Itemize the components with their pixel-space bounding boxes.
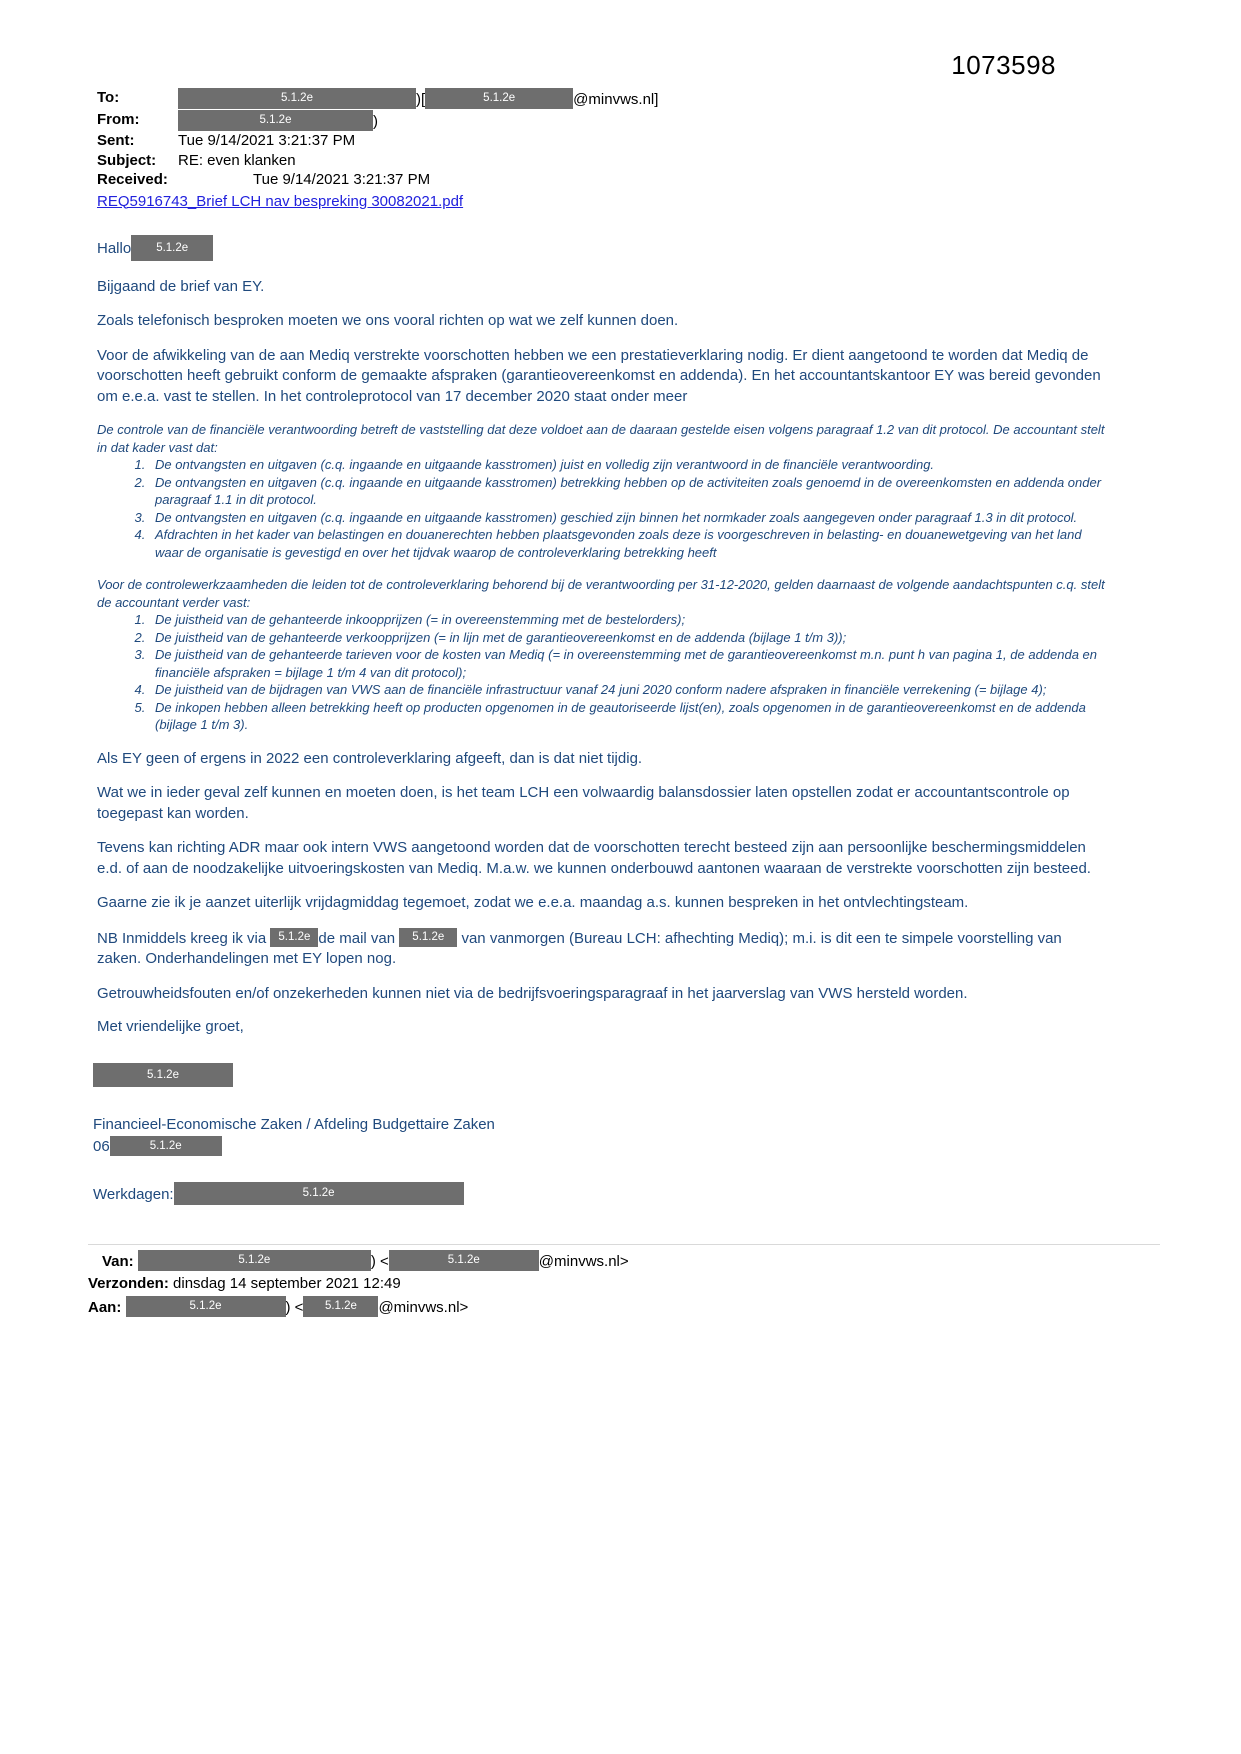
subject-value: RE: even klanken [178, 151, 296, 169]
from-suffix: ) [373, 112, 378, 130]
quote-list-item: 4. De juistheid van de bijdragen van VWS aan de financiële infrastructuur vanaf 24 juni 2020 conform nadere afspraken in financiële verrekening (= bijlage 4); [149, 681, 1105, 699]
verzonden-label: Verzonden: [88, 1275, 169, 1292]
greeting-line [97, 235, 1105, 261]
signature-phone-line [93, 1136, 1105, 1158]
verzonden-value: dinsdag 14 september 2021 12:49 [173, 1275, 401, 1292]
document-content [88, 88, 1105, 1318]
quote-intro: Voor de controlewerkzaamheden die leiden tot de controleverklaring behorend bij de verantwoording per 31-12-2020, gelden daarnaast de volgende aandachtspunten c.q. stelt de accountant verder vast: [97, 577, 1105, 610]
sent-value: Tue 9/14/2021 3:21:37 PM [178, 132, 356, 149]
closing-line: Met vriendelijke groet, [97, 1018, 244, 1035]
document-number: 1073598 [951, 50, 1056, 80]
attachment-link[interactable]: REQ5916743_Brief LCH nav bespreking 30082021.pdf [97, 192, 464, 210]
from-label: From: [97, 110, 140, 128]
quote-list-item: 1. De ontvangsten en uitgaven (c.q. ingaande en uitgaande kasstromen) juist en volledig zijn verantwoord in de financiële verantwoording. [149, 456, 1105, 474]
quote-list-item: 1. De juistheid van de gehanteerde inkoopprijzen (= in overeenstemming met de bestelorders); [149, 611, 1105, 629]
aan-label: Aan: [88, 1299, 122, 1316]
to-domain: @minvws.nl] [573, 91, 659, 108]
to-separator: )[ [416, 91, 426, 108]
paragraph: Voor de afwikkeling van de aan Mediq verstrekte voorschotten hebben we een prestatieverklaring nodig. Er dient aangetoond te worden dat Mediq de voorschotten heeft gebruikt conform de gemaakte afspraken (garantieovereenkomst en addenda). En het accountantskantoor EY was bereid gevonden om e.e.a. vast te stellen. In het controleprotocol van 17 december 2020 staat onder meer [97, 346, 1101, 405]
nb-text-2: de mail van [318, 929, 396, 947]
signature-block [93, 1063, 1105, 1206]
redaction-bar: 5.1.2e [138, 1250, 371, 1271]
paragraph: Tevens kan richting ADR maar ook intern VWS aangetoond worden dat de voorschotten terecht besteed zijn aan persoonlijke beschermingsmiddelen e.d. of aan de noodzakelijke uitvoeringskosten van Mediq. M.a.w. we kunnen onderbouwd aantonen waaraan de verstrekte voorschotten zijn besteed. [97, 839, 1091, 877]
quote-list-item: 4. Afdrachten in het kader van belastingen en douanerechten hebben plaatsgevonden zoals deze is voorgeschreven in belasting- en douanewetgeving van het land waar de organisatie is gevestigd en over het tijdvak waarop de controleverklaring betrekking heeft [149, 526, 1105, 561]
paragraph: Getrouwheidsfouten en/of onzekerheden kunnen niet via de bedrijfsvoeringsparagraaf in het jaarverslag van VWS hersteld worden. [97, 984, 968, 1002]
quote-list-item: 2. De ontvangsten en uitgaven (c.q. ingaande en uitgaande kasstromen) betrekking hebben op de activiteiten zoals genoemd in de overeenkomsten en addenda onder paragraaf 1.1 in dit protocol. [149, 474, 1105, 509]
redaction-bar: 5.1.2e [110, 1136, 222, 1156]
quote-list-item: 5. De inkopen hebben alleen betrekking heeft op producten opgenomen in de geautoriseerde lijst(en), zoals opgenomen in de garantieovereenkomst en de addenda (bijlage 1 t/m 3). [149, 699, 1105, 734]
protocol-quote-1 [97, 421, 1105, 561]
header-row-received [97, 170, 1105, 190]
received-label: Received: [97, 171, 168, 188]
redaction-bar: 5.1.2e [425, 88, 573, 109]
paragraph: Bijgaand de brief van EY. [97, 277, 265, 295]
quote-list-item: 3. De juistheid van de gehanteerde tarieven voor de kosten van Mediq (= in overeenstemming met de garantieovereenkomst m.n. punt h van pagina 1, de addenda en financiële afspraken = bijlage 1 t/m 4 van dit protocol); [149, 646, 1105, 681]
header-row-sent [97, 131, 1105, 151]
redaction-bar: 5.1.2e [389, 1250, 539, 1271]
aan-domain: @minvws.nl> [378, 1299, 469, 1316]
werkdagen-label: Werkdagen: [93, 1186, 174, 1203]
quote-list-item: 3. De ontvangsten en uitgaven (c.q. ingaande en uitgaande kasstromen) geschied zijn binnen het normkader zoals aangegeven onder paragraaf 1.3 in dit protocol. [149, 509, 1105, 527]
van-domain: @minvws.nl> [538, 1253, 629, 1270]
nb-paragraph [97, 928, 1105, 970]
redaction-bar: 5.1.2e [131, 235, 213, 261]
signature-department: Financieel-Economische Zaken / Afdeling Budgettaire Zaken [93, 1116, 495, 1133]
email-header [97, 88, 1105, 211]
nb-text-3: van vanmorgen (Bureau LCH: afhechting Mediq); m.i. is dit een te simpele voorstelling van zaken. Onderhandelingen met EY lopen nog. [97, 929, 1062, 967]
paragraph: Wat we in ieder geval zelf kunnen en moeten doen, is het team LCH een volwaardig balansdossier laten opstellen zodat er accountantscontrole op toegepast kan worden. [97, 784, 1070, 822]
to-label: To: [97, 89, 120, 106]
paragraph: Zoals telefonisch besproken moeten we ons vooral richten op wat we zelf kunnen doen. [97, 312, 679, 329]
van-label: Van: [102, 1253, 134, 1270]
quoted-header-verzonden [88, 1274, 1105, 1294]
nb-text-1: NB Inmiddels kreeg ik via [97, 929, 267, 947]
redaction-bar: 5.1.2e [174, 1182, 464, 1205]
quoted-header-aan [88, 1296, 1105, 1318]
greeting-text: Hallo [97, 239, 132, 257]
paragraph: Gaarne zie ik je aanzet uiterlijk vrijdagmiddag tegemoet, zodat we e.e.a. maandag a.s. kunnen bespreken in het ontvlechtingsteam. [97, 894, 969, 911]
section-divider [88, 1244, 1160, 1245]
redaction-bar: 5.1.2e [178, 110, 373, 131]
quote-list-1 [97, 456, 1105, 561]
redaction-bar: 5.1.2e [303, 1296, 378, 1317]
aan-separator: ) < [285, 1299, 304, 1316]
signature-werkdagen-line [93, 1182, 1105, 1206]
redaction-bar-signature: 5.1.2e [93, 1063, 233, 1087]
quote-intro: De controle van de financiële verantwoording betreft de vaststelling dat deze voldoet aan de daaraan gestelde eisen volgens paragraaf 1.2 van dit protocol. De accountant stelt in dat kader vast dat: [97, 422, 1105, 455]
van-separator: ) < [370, 1253, 389, 1270]
header-row-subject [97, 151, 1105, 171]
redaction-bar: 5.1.2e [270, 928, 318, 947]
quoted-header-van [88, 1250, 1105, 1272]
received-value: Tue 9/14/2021 3:21:37 PM [253, 171, 431, 188]
redaction-bar: 5.1.2e [126, 1296, 286, 1317]
header-row-from [97, 110, 1105, 132]
protocol-quote-2 [97, 576, 1105, 734]
phone-prefix: 06 [93, 1138, 110, 1155]
to-value [178, 88, 658, 110]
from-value [178, 110, 378, 132]
header-row-to [97, 88, 1105, 110]
sent-label: Sent: [97, 132, 135, 149]
subject-label: Subject: [97, 151, 157, 169]
redaction-bar: 5.1.2e [178, 88, 416, 109]
quote-list-2 [97, 611, 1105, 734]
paragraph: Als EY geen of ergens in 2022 een controleverklaring afgeeft, dan is dat niet tijdig. [97, 749, 643, 767]
quote-list-item: 2. De juistheid van de gehanteerde verkoopprijzen (= in lijn met de garantieovereenkomst en de addenda (bijlage 1 t/m 3)); [149, 629, 1105, 647]
email-body [88, 235, 1105, 1319]
redaction-bar: 5.1.2e [399, 928, 457, 947]
